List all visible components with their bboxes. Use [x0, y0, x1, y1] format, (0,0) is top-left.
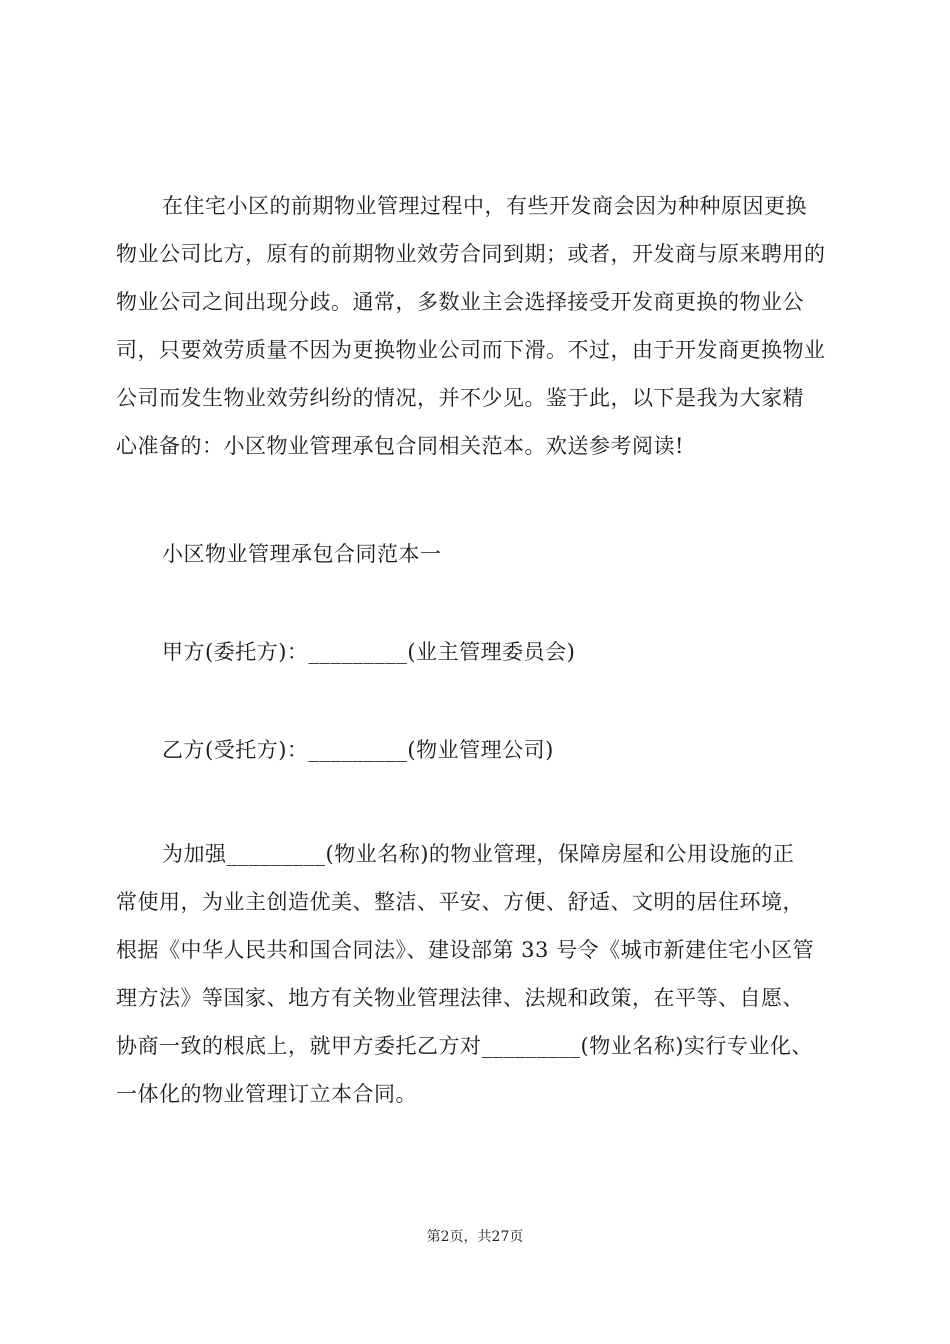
section-heading: 小区物业管理承包合同范本一 — [162, 542, 442, 566]
page-number-footer: 第2页，共27页 — [426, 1229, 524, 1245]
party-b-line: 乙方(受托方)：_________(物业管理公司) — [162, 738, 554, 762]
paragraph-2-line-4: 理方法》等国家、地方有关物业管理法律、法规和政策，在平等、自愿、 — [116, 986, 804, 1010]
paragraph-1-line-6: 心准备的：小区物业管理承包合同相关范本。欢送参考阅读! — [116, 434, 684, 458]
paragraph-2-line-2: 常使用，为业主创造优美、整洁、平安、方便、舒适、文明的居住环境， — [116, 890, 804, 914]
paragraph-1-line-4: 司，只要效劳质量不因为更换物业公司而下滑。不过，由于开发商更换物业 — [116, 338, 826, 362]
paragraph-1-line-2: 物业公司比方，原有的前期物业效劳合同到期；或者，开发商与原来聘用的 — [116, 242, 826, 266]
paragraph-1-line-1: 在住宅小区的前期物业管理过程中，有些开发商会因为种种原因更换 — [162, 194, 807, 218]
paragraph-2-line-5: 协商一致的根底上，就甲方委托乙方对_________(物业名称)实行专业化、 — [116, 1034, 813, 1058]
paragraph-2-line-1: 为加强_________(物业名称)的物业管理，保障房屋和公用设施的正 — [162, 842, 795, 866]
paragraph-2-line-6: 一体化的物业管理订立本合同。 — [116, 1082, 417, 1106]
paragraph-1-line-5: 公司而发生物业效劳纠纷的情况，并不少见。鉴于此，以下是我为大家精 — [116, 386, 804, 410]
paragraph-2-line-3: 根据《中华人民共和国合同法》、建设部第 33 号令《城市新建住宅小区管 — [116, 938, 815, 962]
paragraph-1-line-3: 物业公司之间出现分歧。通常，多数业主会选择接受开发商更换的物业公 — [116, 290, 804, 314]
party-a-line: 甲方(委托方)：_________(业主管理委员会) — [162, 640, 576, 664]
